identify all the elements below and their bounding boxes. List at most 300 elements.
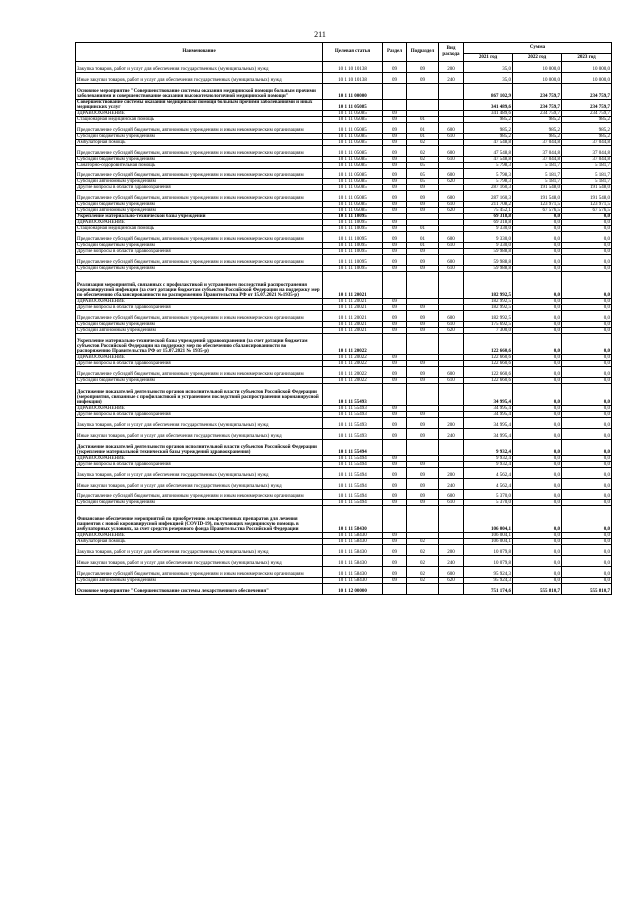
- row-name: Субсидии автономным учреждениям: [76, 208, 323, 214]
- row-sum-2021: 47 548,8: [464, 145, 513, 156]
- row-name: Предоставление субсидий бюджетным, автономным учреждениям и иным некоммерческим организациям: [76, 232, 323, 243]
- row-sum-2023: 0,0: [562, 321, 612, 327]
- row-sum-2023: 0,0: [562, 265, 612, 271]
- row-subsection: 09: [407, 428, 439, 439]
- row-section: 09: [383, 533, 407, 539]
- row-target-article: 10 1 11 20022: [323, 355, 383, 361]
- row-name: Финансовое обеспечение мероприятий по приобретению лекарственных препаратов для лечения пациентов с новой коронавирусной инфекцией (COVID-19), получающих медицинскую помощь в амбулаторных условиях, за счет средств резервного фонда Правительства Российской Федерации: [76, 506, 323, 533]
- row-name: Предоставление субсидий бюджетным, автономным учреждениям и иным некоммерческим организациям: [76, 255, 323, 266]
- row-name: Амбулаторная помощь: [76, 539, 323, 545]
- table-row: [76, 191, 612, 202]
- row-section: 09: [383, 220, 407, 226]
- row-sum-2022: 5 181,7: [513, 179, 562, 185]
- row-sum-2022: 0,0: [513, 333, 562, 355]
- row-sum-2021: 341 489,6: [464, 110, 513, 116]
- row-sum-2022: 0,0: [513, 411, 562, 417]
- row-section: 09: [383, 478, 407, 489]
- row-sum-2021: 5 798,3: [464, 168, 513, 179]
- row-sum-2021: 122 660,6: [464, 361, 513, 367]
- row-sum-2022: 985,2: [513, 133, 562, 139]
- row-expense-type: 600: [439, 310, 464, 321]
- row-name: Субсидии бюджетным учреждениям: [76, 265, 323, 271]
- row-subsection: [407, 439, 439, 455]
- row-section: 09: [383, 202, 407, 208]
- row-name: Основное мероприятие "Совершенствование системы лекарственного обеспечения": [76, 583, 323, 594]
- row-expense-type: 620: [439, 577, 464, 583]
- row-sum-2022: 0,0: [513, 361, 562, 367]
- row-sum-2023: 5 181,7: [562, 168, 612, 179]
- row-target-article: 10 1 11 05085: [323, 110, 383, 116]
- row-sum-2022: 0,0: [513, 539, 562, 545]
- row-subsection: 09: [407, 255, 439, 266]
- row-sum-2021: 985,2: [464, 133, 513, 139]
- row-section: 09: [383, 145, 407, 156]
- row-name: Закупка товаров, работ и услуг для обеспечения государственных (муниципальных) нужд: [76, 417, 323, 428]
- row-sum-2021: 122 660,6: [464, 367, 513, 378]
- row-sum-2021: 5 798,3: [464, 179, 513, 185]
- row-sum-2023: 10 000,0: [562, 72, 612, 83]
- row-target-article: 10 1 11 20021: [323, 271, 383, 298]
- row-subsection: 01: [407, 226, 439, 232]
- table-row: [76, 310, 612, 321]
- row-sum-2023: 0,0: [562, 489, 612, 500]
- row-target-article: 10 1 11 10095: [323, 265, 383, 271]
- row-sum-2021: 751 174,6: [464, 583, 513, 594]
- row-subsection: 02: [407, 145, 439, 156]
- row-target-article: 10 1 11 05085: [323, 156, 383, 162]
- row-name: Другие вопросы в области здравоохранения: [76, 361, 323, 367]
- row-expense-type: [439, 583, 464, 594]
- row-name: Стационарная медицинская помощь: [76, 226, 323, 232]
- row-sum-2023: 0,0: [562, 567, 612, 578]
- row-section: 09: [383, 428, 407, 439]
- row-sum-2022: 0,0: [513, 506, 562, 533]
- row-sum-2022: 234 759,7: [513, 83, 562, 99]
- row-sum-2021: 75 452,1: [464, 208, 513, 214]
- row-sum-2022: 191 548,0: [513, 185, 562, 191]
- row-name: Совершенствование системы оказания медицинской помощи больным прочими заболеваниями и иных медицинских услуг: [76, 99, 323, 110]
- row-section: 09: [383, 405, 407, 411]
- row-subsection: 09: [407, 191, 439, 202]
- row-sum-2023: 37 044,8: [562, 145, 612, 156]
- row-section: 09: [383, 545, 407, 556]
- row-target-article: 10 1 11 10095: [323, 214, 383, 220]
- row-expense-type: 240: [439, 72, 464, 83]
- row-subsection: 02: [407, 577, 439, 583]
- row-name: Стационарная медицинская помощь: [76, 116, 323, 122]
- row-name: Субсидии бюджетным учреждениям: [76, 378, 323, 384]
- row-sum-2021: 34 995,4: [464, 384, 513, 406]
- row-name: Предоставление субсидий бюджетным, автономным учреждениям и иным некоммерческим организациям: [76, 567, 323, 578]
- row-sum-2021: 106 004,1: [464, 533, 513, 539]
- row-sum-2023: 0,0: [562, 304, 612, 310]
- row-expense-type: 240: [439, 478, 464, 489]
- row-name: Предоставление субсидий бюджетным, автономным учреждениям и иным некоммерческим организациям: [76, 367, 323, 378]
- table-row: [76, 72, 612, 83]
- row-sum-2021: 182 992,5: [464, 271, 513, 298]
- col-header-sum: Сумма: [464, 43, 612, 54]
- row-sum-2021: 95 924,3: [464, 567, 513, 578]
- row-subsection: 05: [407, 179, 439, 185]
- col-header-name: Наименование: [76, 43, 323, 62]
- row-sum-2022: 37 044,8: [513, 139, 562, 145]
- row-sum-2023: 0,0: [562, 455, 612, 461]
- row-section: 09: [383, 378, 407, 384]
- row-sum-2021: 7 300,0: [464, 327, 513, 333]
- row-expense-type: [439, 271, 464, 298]
- row-section: 09: [383, 265, 407, 271]
- row-sum-2022: 191 548,0: [513, 191, 562, 202]
- row-expense-type: 200: [439, 467, 464, 478]
- row-sum-2021: 34 995,4: [464, 411, 513, 417]
- row-sum-2021: 341 489,6: [464, 99, 513, 110]
- row-name: Другие вопросы в области здравоохранения: [76, 461, 323, 467]
- row-sum-2023: 0,0: [562, 539, 612, 545]
- row-section: 09: [383, 133, 407, 139]
- row-sum-2023: 0,0: [562, 310, 612, 321]
- table-row: [76, 83, 612, 99]
- row-expense-type: 600: [439, 122, 464, 133]
- row-sum-2022: 0,0: [513, 439, 562, 455]
- row-name: Субсидии автономным учреждениям: [76, 179, 323, 185]
- row-sum-2022: 0,0: [513, 226, 562, 232]
- row-sum-2021: 867 102,9: [464, 83, 513, 99]
- row-expense-type: 620: [439, 327, 464, 333]
- row-sum-2023: 0,0: [562, 545, 612, 556]
- row-expense-type: 610: [439, 243, 464, 249]
- row-target-article: 10 1 11 58430: [323, 506, 383, 533]
- row-section: 09: [383, 298, 407, 304]
- row-subsection: 02: [407, 539, 439, 545]
- row-sum-2021: 47 548,8: [464, 156, 513, 162]
- row-section: [383, 99, 407, 110]
- row-sum-2021: 9 330,0: [464, 243, 513, 249]
- row-expense-type: 610: [439, 378, 464, 384]
- row-name: ЗДРАВООХРАНЕНИЕ: [76, 110, 323, 116]
- row-sum-2023: 0,0: [562, 417, 612, 428]
- row-subsection: [407, 271, 439, 298]
- row-target-article: 10 1 11 20022: [323, 333, 383, 355]
- row-section: 09: [383, 116, 407, 122]
- row-sum-2023: 0,0: [562, 214, 612, 220]
- row-sum-2023: 0,0: [562, 271, 612, 298]
- row-sum-2023: 37 044,8: [562, 139, 612, 145]
- row-sum-2022: 0,0: [513, 489, 562, 500]
- row-name: Другие вопросы в области здравоохранения: [76, 304, 323, 310]
- row-expense-type: 610: [439, 156, 464, 162]
- row-sum-2023: 191 548,0: [562, 185, 612, 191]
- row-sum-2022: 0,0: [513, 271, 562, 298]
- row-sum-2021: 34 995,4: [464, 428, 513, 439]
- row-name: Предоставление субсидий бюджетным, автономным учреждениям и иным некоммерческим организациям: [76, 191, 323, 202]
- row-target-article: 10 1 11 05085: [323, 145, 383, 156]
- row-sum-2023: 0,0: [562, 428, 612, 439]
- row-sum-2021: 182 992,5: [464, 304, 513, 310]
- row-sum-2021: 985,2: [464, 122, 513, 133]
- row-sum-2023: 234 759,7: [562, 99, 612, 110]
- row-sum-2023: 0,0: [562, 506, 612, 533]
- row-target-article: 10 1 11 58430: [323, 567, 383, 578]
- row-target-article: 10 1 11 20021: [323, 304, 383, 310]
- row-expense-type: 620: [439, 179, 464, 185]
- row-subsection: 09: [407, 72, 439, 83]
- row-sum-2023: 555 810,7: [562, 583, 612, 594]
- row-sum-2021: 182 992,5: [464, 310, 513, 321]
- row-subsection: [407, 83, 439, 99]
- row-sum-2021: 9 932,4: [464, 439, 513, 455]
- row-section: 09: [383, 556, 407, 567]
- row-subsection: 05: [407, 168, 439, 179]
- row-name: Субсидии бюджетным учреждениям: [76, 243, 323, 249]
- row-sum-2022: 0,0: [513, 405, 562, 411]
- row-subsection: 09: [407, 361, 439, 367]
- col-header-2023: 2023 год: [562, 54, 612, 62]
- row-sum-2022: 123 971,5: [513, 202, 562, 208]
- row-name: Другие вопросы в области здравоохранения: [76, 185, 323, 191]
- row-name: Субсидии автономным учреждениям: [76, 327, 323, 333]
- row-target-article: 10 1 11 20021: [323, 327, 383, 333]
- row-target-article: 10 1 11 10095: [323, 232, 383, 243]
- row-section: 09: [383, 226, 407, 232]
- row-subsection: 02: [407, 156, 439, 162]
- row-name: Иные закупки товаров, работ и услуг для обеспечения государственных (муниципальных) нужд: [76, 556, 323, 567]
- row-expense-type: [439, 439, 464, 455]
- row-subsection: 09: [407, 310, 439, 321]
- row-expense-type: 600: [439, 489, 464, 500]
- row-sum-2022: 0,0: [513, 384, 562, 406]
- row-expense-type: [439, 506, 464, 533]
- row-sum-2021: 69 318,8: [464, 220, 513, 226]
- row-section: 09: [383, 191, 407, 202]
- row-target-article: 10 1 11 58430: [323, 545, 383, 556]
- budget-table-body: [76, 62, 612, 595]
- row-section: 09: [383, 62, 407, 73]
- row-sum-2023: 234 759,7: [562, 83, 612, 99]
- row-subsection: 09: [407, 461, 439, 467]
- row-sum-2023: 5 181,7: [562, 179, 612, 185]
- row-expense-type: 240: [439, 428, 464, 439]
- row-expense-type: 600: [439, 255, 464, 266]
- row-expense-type: 200: [439, 62, 464, 73]
- row-name: Субсидии бюджетным учреждениям: [76, 321, 323, 327]
- table-row: [76, 583, 612, 594]
- row-sum-2023: 985,2: [562, 122, 612, 133]
- row-sum-2021: 47 548,8: [464, 139, 513, 145]
- row-sum-2022: 0,0: [513, 461, 562, 467]
- col-header-target-article: Целевая статья: [323, 43, 383, 62]
- row-target-article: 10 1 11 10095: [323, 249, 383, 255]
- row-expense-type: 600: [439, 168, 464, 179]
- row-sum-2023: 0,0: [562, 384, 612, 406]
- row-section: 09: [383, 122, 407, 133]
- row-sum-2021: 122 660,6: [464, 378, 513, 384]
- row-name: Субсидии бюджетным учреждениям: [76, 202, 323, 208]
- row-subsection: 09: [407, 411, 439, 417]
- row-target-article: 10 1 11 55494: [323, 439, 383, 455]
- row-sum-2022: 67 576,5: [513, 208, 562, 214]
- row-section: 09: [383, 243, 407, 249]
- row-subsection: 09: [407, 378, 439, 384]
- page-number: 211: [314, 30, 326, 39]
- row-name: Субсидии бюджетным учреждениям: [76, 500, 323, 506]
- row-sum-2021: 122 660,6: [464, 355, 513, 361]
- table-row: [76, 467, 612, 478]
- row-target-article: 10 1 11 55494: [323, 467, 383, 478]
- row-sum-2022: 10 000,0: [513, 72, 562, 83]
- row-name: ЗДРАВООХРАНЕНИЕ: [76, 533, 323, 539]
- row-sum-2021: 35,0: [464, 62, 513, 73]
- row-section: 09: [383, 321, 407, 327]
- table-row: [76, 478, 612, 489]
- row-sum-2021: 182 992,5: [464, 298, 513, 304]
- col-header-2022: 2022 год: [513, 54, 562, 62]
- row-target-article: 10 1 11 05085: [323, 162, 383, 168]
- row-sum-2021: 9 932,4: [464, 455, 513, 461]
- row-target-article: 10 1 10 10138: [323, 62, 383, 73]
- row-target-article: 10 1 11 05085: [323, 191, 383, 202]
- row-section: 09: [383, 567, 407, 578]
- row-target-article: 10 1 11 55494: [323, 461, 383, 467]
- table-row: [76, 367, 612, 378]
- row-sum-2023: 0,0: [562, 405, 612, 411]
- table-row: [76, 99, 612, 110]
- row-sum-2022: 0,0: [513, 243, 562, 249]
- row-sum-2021: 69 318,8: [464, 214, 513, 220]
- row-name: Амбулаторная помощь: [76, 139, 323, 145]
- table-row: [76, 333, 612, 355]
- row-subsection: 09: [407, 367, 439, 378]
- row-section: 09: [383, 255, 407, 266]
- row-expense-type: 200: [439, 545, 464, 556]
- row-subsection: 09: [407, 185, 439, 191]
- row-sum-2021: 35,0: [464, 72, 513, 83]
- row-section: 09: [383, 361, 407, 367]
- table-row: [76, 417, 612, 428]
- row-target-article: 10 1 11 55494: [323, 489, 383, 500]
- row-sum-2023: 5 181,7: [562, 162, 612, 168]
- row-target-article: 10 1 11 55493: [323, 405, 383, 411]
- row-subsection: 09: [407, 417, 439, 428]
- row-section: 09: [383, 139, 407, 145]
- row-sum-2022: 0,0: [513, 545, 562, 556]
- row-sum-2022: 37 044,8: [513, 156, 562, 162]
- row-section: 09: [383, 489, 407, 500]
- row-target-article: 10 1 11 05085: [323, 133, 383, 139]
- row-section: 09: [383, 168, 407, 179]
- row-sum-2021: 175 692,5: [464, 321, 513, 327]
- row-subsection: 09: [407, 62, 439, 73]
- row-sum-2021: 5 798,3: [464, 162, 513, 168]
- row-sum-2021: 10 079,8: [464, 556, 513, 567]
- row-target-article: 10 1 11 58430: [323, 533, 383, 539]
- row-subsection: 09: [407, 327, 439, 333]
- table-row: [76, 271, 612, 298]
- row-name: Предоставление субсидий бюджетным, автономным учреждениям и иным некоммерческим организациям: [76, 145, 323, 156]
- row-sum-2023: 0,0: [562, 500, 612, 506]
- table-row: [76, 62, 612, 73]
- row-section: [383, 83, 407, 99]
- row-sum-2023: 0,0: [562, 249, 612, 255]
- col-header-expense-type: Вид расхода: [439, 43, 464, 62]
- row-target-article: 10 1 11 05085: [323, 208, 383, 214]
- row-sum-2023: 10 000,0: [562, 62, 612, 73]
- row-sum-2022: 5 181,7: [513, 162, 562, 168]
- row-sum-2022: 0,0: [513, 355, 562, 361]
- row-target-article: 10 1 11 10095: [323, 243, 383, 249]
- row-sum-2021: 59 988,8: [464, 265, 513, 271]
- row-name: Субсидии бюджетным учреждениям: [76, 156, 323, 162]
- row-expense-type: 600: [439, 191, 464, 202]
- row-target-article: 10 1 11 55493: [323, 384, 383, 406]
- row-target-article: 10 1 12 00000: [323, 583, 383, 594]
- row-target-article: 10 1 11 20021: [323, 298, 383, 304]
- row-target-article: 10 1 11 20021: [323, 310, 383, 321]
- row-target-article: 10 1 11 58430: [323, 577, 383, 583]
- row-expense-type: 620: [439, 208, 464, 214]
- row-section: 09: [383, 72, 407, 83]
- row-sum-2022: 0,0: [513, 378, 562, 384]
- row-section: 09: [383, 577, 407, 583]
- row-sum-2022: 10 000,0: [513, 62, 562, 73]
- row-expense-type: [439, 83, 464, 99]
- row-section: 09: [383, 110, 407, 116]
- row-name: Предоставление субсидий бюджетным, автономным учреждениям и иным некоммерческим организациям: [76, 310, 323, 321]
- row-target-article: 10 1 11 05085: [323, 168, 383, 179]
- row-sum-2023: 0,0: [562, 232, 612, 243]
- row-sum-2022: 0,0: [513, 455, 562, 461]
- row-target-article: 10 1 11 55493: [323, 417, 383, 428]
- row-sum-2022: 234 759,7: [513, 110, 562, 116]
- row-sum-2023: 0,0: [562, 367, 612, 378]
- row-section: 09: [383, 367, 407, 378]
- row-subsection: 09: [407, 467, 439, 478]
- row-target-article: 10 1 11 55494: [323, 500, 383, 506]
- row-section: 09: [383, 411, 407, 417]
- row-name: Предоставление субсидий бюджетным, автономным учреждениям и иным некоммерческим организациям: [76, 168, 323, 179]
- row-section: [383, 384, 407, 406]
- row-sum-2023: 0,0: [562, 461, 612, 467]
- row-sum-2023: 67 576,5: [562, 208, 612, 214]
- table-row: [76, 439, 612, 455]
- row-target-article: 10 1 11 20022: [323, 367, 383, 378]
- row-subsection: 05: [407, 162, 439, 168]
- row-expense-type: [439, 333, 464, 355]
- table-row: [76, 556, 612, 567]
- row-expense-type: 610: [439, 133, 464, 139]
- row-sum-2023: 0,0: [562, 467, 612, 478]
- row-sum-2021: 5 370,0: [464, 500, 513, 506]
- row-name: Закупка товаров, работ и услуг для обеспечения государственных (муниципальных) нужд: [76, 545, 323, 556]
- col-header-2021: 2021 год: [464, 54, 513, 62]
- row-subsection: 02: [407, 545, 439, 556]
- row-section: [383, 439, 407, 455]
- row-sum-2023: 0,0: [562, 298, 612, 304]
- table-row: [76, 384, 612, 406]
- row-sum-2021: 9 932,4: [464, 461, 513, 467]
- row-sum-2023: 0,0: [562, 439, 612, 455]
- row-subsection: 09: [407, 304, 439, 310]
- row-sum-2021: 287 160,3: [464, 191, 513, 202]
- row-name: ЗДРАВООХРАНЕНИЕ: [76, 355, 323, 361]
- row-sum-2021: 106 004,1: [464, 539, 513, 545]
- row-sum-2021: 4 562,4: [464, 478, 513, 489]
- row-target-article: 10 1 11 58430: [323, 539, 383, 545]
- row-sum-2022: 234 759,7: [513, 99, 562, 110]
- row-expense-type: 610: [439, 202, 464, 208]
- row-sum-2023: 0,0: [562, 378, 612, 384]
- row-sum-2021: 106 004,1: [464, 506, 513, 533]
- row-sum-2022: 0,0: [513, 577, 562, 583]
